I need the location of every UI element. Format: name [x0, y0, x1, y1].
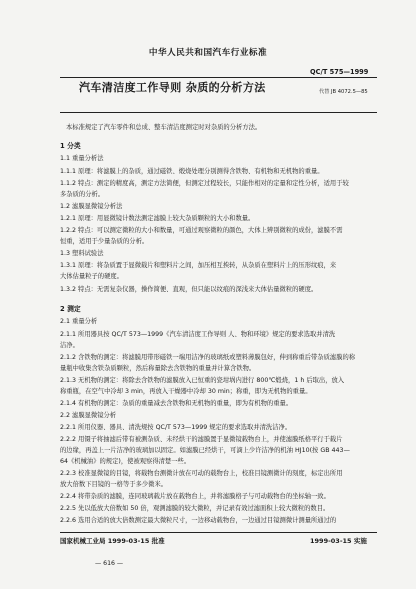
- document-title: 汽车清洁度工作导则 杂质的分析方法: [79, 81, 266, 94]
- para-2-2-2: 2.2.2 用镊子将抽滤后带有被测杂质、未经烘干的滤膜置于显微镜载物台上，并使滤膜纸格平行于载片: [60, 436, 343, 443]
- para-2-1-1-cont: 洁净。: [60, 342, 79, 349]
- para-1-3-1-cont: 大体估量粒子的硬度。: [60, 273, 123, 280]
- para-2-1-2-cont: 量瓶中收集含铁杂质颗粒，然后称量除去含铁物的重量并计算含铁物。: [60, 365, 256, 372]
- para-2-2-1: 2.2.1 所用仪器、器具、清洗规按 QC/T 573—1999 规定的要求选取并清洗洁净。: [60, 424, 292, 431]
- replaces-note: 代替 JB 4072.5—85: [319, 89, 368, 95]
- para-2-1-4: 2.1.4 有机物的测定：杂质的重量减去含铁物和无机物的重量，即为有机物的重量。: [60, 400, 293, 407]
- para-1-3-2: 1.3.2 特点：无需复杂仪器，操作简便、直观，但只能以纹痕的深浅来大体估量微粒的硬度。: [60, 286, 318, 293]
- para-2-1-2: 2.1.2 含铁物的测定：将滤膜用带形磁铁一端用洁净的玻璃纸或塑料薄膜包好，伸到称重后带杂质滤膜的称: [60, 354, 356, 361]
- intro-text: 本标准规定了汽车零件和总成、整车清洁度测定时对杂质的分析方法。: [66, 124, 262, 131]
- para-1-1-1: 1.1.1 原理：将滤膜上的杂质，通过磁铁、煅烧处理分别测得含铁物、有机物和无机物的重量。: [60, 168, 324, 175]
- para-2-2-3: 2.2.3 校准显微镜的目镜，将载物台测微计放在可动的载物台上，校准目镜测微计的刻度，标定出所用: [60, 470, 343, 477]
- effective-date: 1999-03-15 实施: [310, 537, 367, 545]
- para-2-2-2-cont2: 64《机械油》的规定)，使被观察得清楚一些。: [60, 458, 191, 465]
- section-1-1-heading: 1.1 重量分析法: [60, 155, 104, 162]
- section-1-2-heading: 1.2 滤膜显微镜分析法: [60, 203, 123, 210]
- section-2-1-heading: 2.1 重量分析: [60, 318, 98, 325]
- para-2-1-3-cont: 称重瓶，在空气中冷却 3 min，再放入干燥器中冷却 30 min；称重，即为无机物的重量。: [60, 388, 312, 395]
- issuing-org: 中华人民共和国汽车行业标准: [148, 48, 268, 58]
- section-2-heading: 2 测定: [60, 305, 81, 313]
- para-2-2-5: 2.2.5 先以低放大倍数如 50 倍，观测滤膜的较大微粒，并记录有效过滤面积上较大微粒的数目。: [60, 505, 330, 512]
- para-1-2-1: 1.2.1 原理：用显微镜计数法测定滤膜上较大杂质颗粒的大小和数量。: [60, 215, 255, 222]
- para-2-2-2-cont1: 的边缘，再盖上一片洁净的玻璃加以固定。如滤膜已经烘干，可滴上少许洁净的机油 HJ10(按 GB 443—: [60, 447, 350, 454]
- section-2-2-heading: 2.2 滤膜显微镜分析: [60, 412, 117, 419]
- para-1-1-2: 1.1.2 特点：测定的精度高，测定方法简便，但测定过程较长，只能作相对的定量和定性分析，适用于较: [60, 180, 349, 187]
- title-rule: [60, 112, 377, 113]
- para-1-2-2: 1.2.2 特点：可以测定微粒的大小和数量，可通过观察微粒的颜色，大体上辨别微粒的成份，滤膜不需: [60, 227, 343, 234]
- para-1-3-1: 1.3.1 原理：将杂质置于显微载片和塑料片之间，加压相互挨转，从杂质在塑料片上的压形纹痕，来: [60, 262, 337, 269]
- section-1-3-heading: 1.3 塑料试验法: [60, 250, 104, 257]
- footer-rule: [60, 532, 377, 533]
- section-1-heading: 1 分类: [60, 142, 81, 150]
- page-number: — 616 —: [95, 560, 124, 567]
- para-2-1-3: 2.1.3 无机物的测定：将除去含铁物的滤膜放入已恒重的瓷坩埚内进行 800℃煅烧，1 h 后取出，放入: [60, 377, 345, 384]
- para-2-1-1: 2.1.1 所用器具按 QC/T 573—1999《汽车清洁度工作导则 人、物和环境》规定的要求选取并清洗: [60, 331, 336, 338]
- standard-code: QC/T 575—1999: [310, 68, 369, 76]
- para-2-2-3-cont: 放大倍数下目镜的一格等于多少微米。: [60, 481, 168, 488]
- para-1-1-2-cont: 多杂质的分析。: [60, 191, 105, 198]
- header-rule: [60, 77, 377, 78]
- approval-info: 国家机械工业局 1999-03-15 批准: [60, 537, 165, 545]
- para-2-2-6: 2.2.6 选用合适的放大倍数测定最大微粒尺寸，一边移动载物台，一边通过目镜测微计测量所通过的: [60, 517, 337, 524]
- para-2-2-4: 2.2.4 将带杂质的滤膜，连同玻璃载片放在载物台上，并将滤膜格子与可动载物台的坐标轴一致。: [60, 493, 330, 500]
- para-1-2-2-cont: 恒重，适用于少量杂质的分析。: [60, 238, 149, 245]
